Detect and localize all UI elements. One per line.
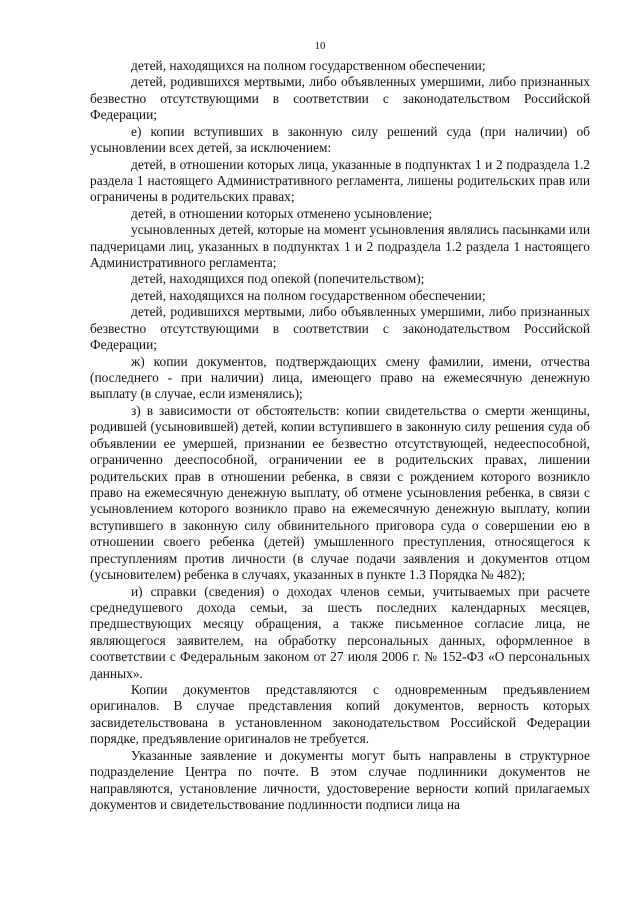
paragraph: детей, находящихся на полном государственном обеспечении;: [131, 287, 486, 303]
page-number: 10: [314, 40, 326, 52]
paragraph: детей, в отношении которых отменено усыновление;: [131, 205, 433, 221]
paragraph: ж) копии документов, подтверждающих смену фамилии, имени, отчества (последнего - при наличии) лица, имеющего право на ежемесячную денежную выплату (в случае, если изменялись);: [90, 353, 590, 402]
paragraph: и) справки (сведения) о доходах членов семьи, учитываемых при расчете среднедушевого дохода семьи, за шесть последних календарных месяцев, предшествующих месяцу обращения, а также письменное согласие лица, не являющегося заявителем, на обработку персональных данных, оформленное в соответствии с Федеральным законом от 27 июля 2006 г. № 152-ФЗ «О персональных данных».: [90, 583, 590, 681]
paragraph: детей, родившихся мертвыми, либо объявленных умершими, либо признанных безвестно отсутствующими в соответствии с законодательством Российской Федерации;: [90, 304, 590, 353]
document-body: [90, 58, 590, 813]
paragraph: е) копии вступивших в законную силу решений суда (при наличии) об усыновлении всех детей, за исключением:: [90, 123, 590, 156]
paragraph: детей, находящихся на полном государственном обеспечении;: [131, 58, 486, 73]
paragraph: детей, находящихся под опекой (попечительством);: [131, 271, 425, 287]
paragraph: детей, родившихся мертвыми, либо объявленных умершими, либо признанных безвестно отсутствующими в соответствии с законодательством Российской Федерации;: [90, 74, 590, 123]
paragraph: з) в зависимости от обстоятельств: копии свидетельства о смерти женщины, родившей (усыновившей) детей, копии вступившего в законную силу решения суда об объявлении ее умершей, признании ее безвестно отсутствующей, недееспособной, ограниченно дееспособной, ограничении ее в родительских правах, лишении родительских прав в отношении ребенка, в связи с рождением которого возникло право на ежемесячную денежную выплату, об отмене усыновления ребенка, в связи с усыновлением которого возникло право на ежемесячную денежную выплату, копии вступившего в законную силу обвинительного приговора суда о совершении ею в отношении своего ребенка (детей) умышленного преступления, относящегося к преступлениям против личности (в случае подачи заявления и документов отцом (усыновителем) ребенка в случаях, указанных в пункте 1.3 Порядка № 482);: [90, 402, 590, 583]
paragraph: Указанные заявление и документы могут быть направлены в структурное подразделение Центра по почте. В этом случае подлинники документов не направляются, установление личности, удостоверение верности копий прилагаемых документов и свидетельствование подлинности подписи лица на: [90, 747, 590, 812]
paragraph: усыновленных детей, которые на момент усыновления являлись пасынками или падчерицами лиц, указанных в подпунктах 1 и 2 подраздела 1.2 раздела 1 настоящего Административного регламента;: [90, 222, 590, 271]
paragraph: детей, в отношении которых лица, указанные в подпунктах 1 и 2 подраздела 1.2 раздела 1 настоящего Административного регламента, лишены родительских прав или ограничены в родительских правах;: [90, 156, 590, 205]
paragraph: Копии документов представляются с одновременным предъявлением оригиналов. В случае представления копий документов, верность которых засвидетельствована в установленном законодательством Российской Федерации порядке, предъявление оригиналов не требуется.: [90, 682, 590, 747]
